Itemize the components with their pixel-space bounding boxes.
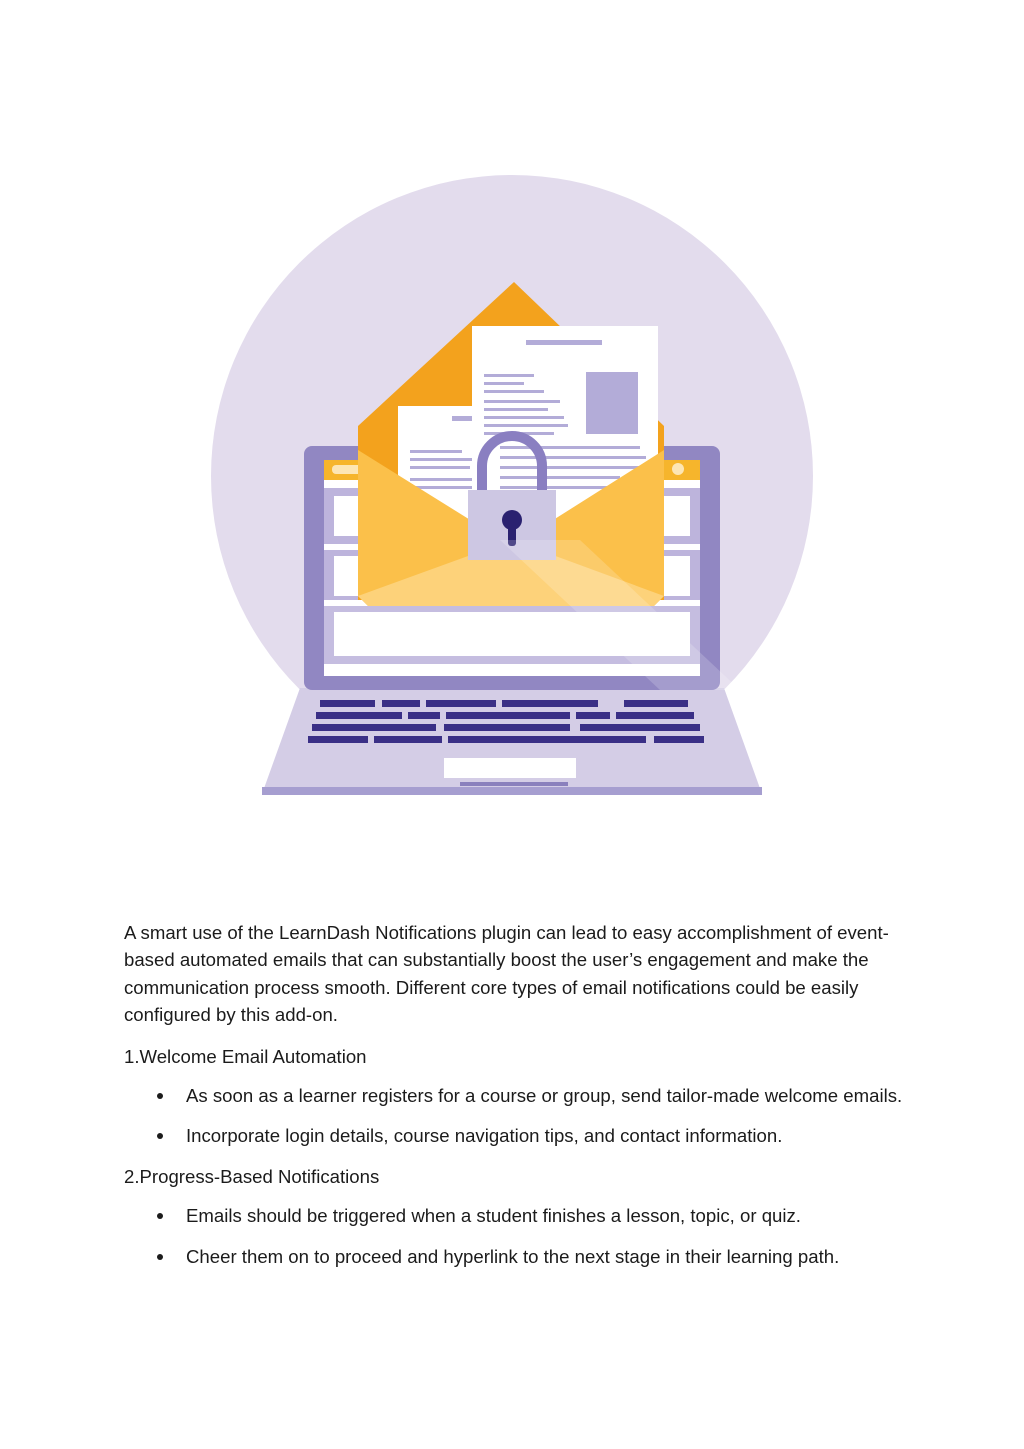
- laptop-trackpad: [444, 758, 576, 778]
- list-item-text: Emails should be triggered when a student finishes a lesson, topic, or quiz.: [186, 1205, 801, 1227]
- welcome-bullet-list: [124, 1082, 914, 1150]
- bullet-icon: [157, 1133, 163, 1139]
- intro-paragraph: A smart use of the LearnDash Notifications plugin can lead to easy accomplishment of event-based automated emails that can substantially boost the user’s engagement and make the communication process smooth. Different core types of email notifications could be easily configured by this add-on.: [124, 922, 889, 1026]
- list-item-text: Incorporate login details, course navigation tips, and contact information.: [186, 1125, 783, 1147]
- bullet-icon: [157, 1093, 163, 1099]
- list-item: [124, 1243, 914, 1270]
- list-item: [124, 1202, 914, 1229]
- bullet-icon: [157, 1254, 163, 1260]
- bullet-icon: [157, 1213, 163, 1219]
- email-security-illustration: [200, 160, 824, 810]
- list-item: [124, 1082, 914, 1109]
- image-placeholder: [586, 372, 638, 434]
- list-item-text: As soon as a learner registers for a course or group, send tailor-made welcome emails.: [186, 1085, 903, 1107]
- section-heading-welcome: 1.Welcome Email Automation: [124, 1045, 367, 1067]
- list-item: [124, 1122, 914, 1149]
- laptop-base-edge: [262, 787, 762, 795]
- laptop-hinge-shadow: [460, 782, 568, 786]
- document-body: [124, 919, 914, 1283]
- progress-bullet-list: [124, 1202, 914, 1270]
- list-item-text: Cheer them on to proceed and hyperlink to the next stage in their learning path.: [186, 1245, 840, 1267]
- section-heading-progress: 2.Progress-Based Notifications: [124, 1165, 380, 1187]
- search-icon: [672, 463, 684, 475]
